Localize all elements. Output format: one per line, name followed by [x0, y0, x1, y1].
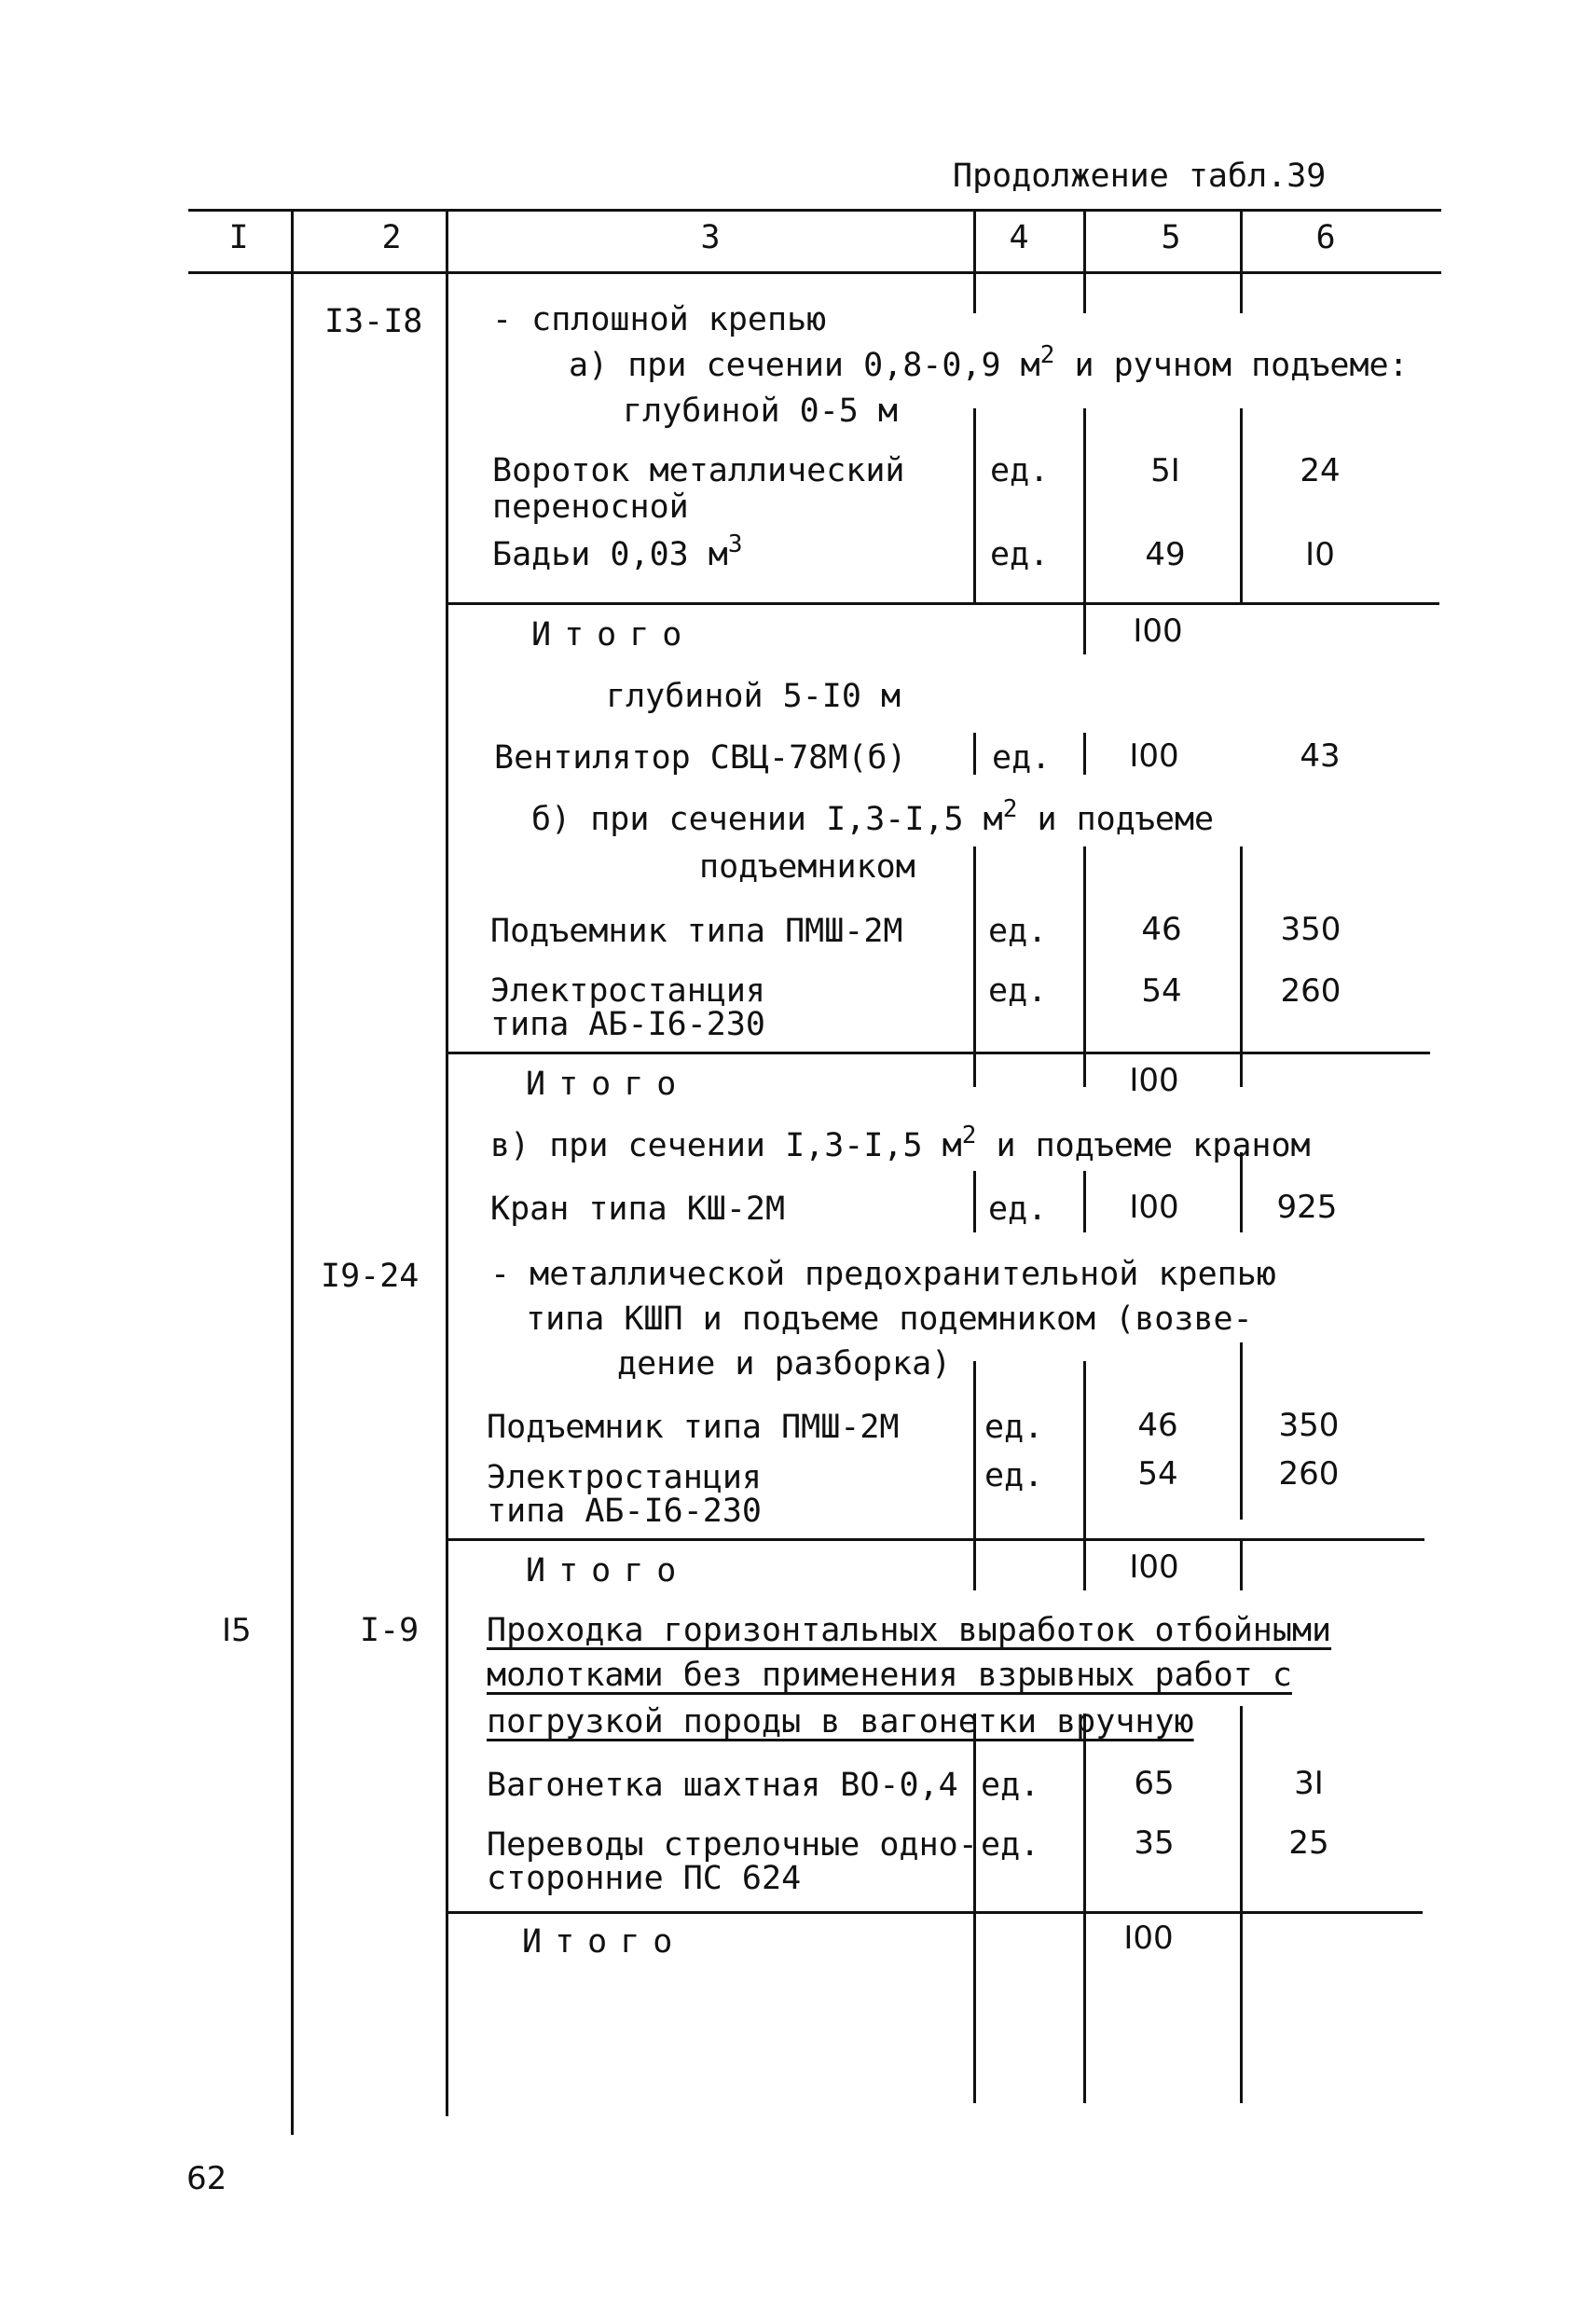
row-title: - металлической предохранительной крепью: [490, 1256, 1276, 1293]
item-quantity: 3I: [1294, 1765, 1324, 1802]
header-col-4: 4: [1009, 219, 1029, 256]
total-label: Итого: [526, 1066, 690, 1103]
col-rule-5: [1083, 602, 1086, 654]
col-rule-4: [973, 1538, 976, 1590]
col-rule-5: [1083, 846, 1086, 1052]
item-quantity: 350: [1278, 1407, 1340, 1444]
header-top-rule: [188, 209, 1441, 212]
col-rule-5: [1083, 1171, 1086, 1232]
col-rule-4: [973, 733, 976, 775]
total-label: Итого: [531, 616, 695, 654]
item-unit: ед.: [990, 452, 1050, 489]
depth-label: глубиной 5-I0 м: [606, 678, 901, 715]
item-name-cont: сторонние ПС 624: [487, 1860, 802, 1897]
header-col-6: 6: [1315, 219, 1336, 256]
col-rule-5: [1083, 1361, 1086, 1538]
col-rule-5: [1083, 1911, 1086, 2103]
item-percent: 49: [1145, 536, 1186, 573]
page-number: 62: [186, 2160, 227, 2197]
total-rule: [446, 602, 1439, 605]
col-rule-4: [973, 1911, 976, 2103]
item-name: Электростанция: [490, 972, 766, 1010]
item-unit: ед.: [990, 536, 1050, 573]
col-rule-6: [1240, 1342, 1243, 1520]
item-quantity: 24: [1300, 452, 1341, 489]
item-unit: ед.: [992, 739, 1052, 777]
item-unit: ед.: [984, 1409, 1044, 1446]
item-quantity: 260: [1280, 972, 1341, 1010]
table-caption: Продолжение табл.39: [953, 158, 1327, 195]
item-percent: 54: [1137, 1455, 1178, 1493]
item-name: Переводы стрелочные одно-: [487, 1826, 978, 1864]
column-rule-2: [446, 209, 448, 2116]
col-rule-5: [1083, 209, 1086, 313]
row-code: I3-I8: [324, 303, 423, 340]
col-rule-5: [1083, 408, 1086, 602]
item-name: Бадьи 0,03 $м^3$: [492, 530, 743, 573]
col-rule-5: [1083, 1052, 1086, 1087]
item-name-cont: типа АБ-I6-230: [490, 1006, 766, 1043]
item-name: Электростанция: [487, 1459, 763, 1496]
total-percent: I00: [1133, 612, 1183, 650]
row-code: I-9: [360, 1612, 420, 1649]
item-name: Подъемник типа ПМШ-2М: [490, 913, 903, 950]
item-percent: 65: [1134, 1765, 1175, 1802]
item-name: Вентилятор СВЦ-78М(б): [494, 739, 907, 777]
col-rule-4: [973, 846, 976, 1052]
col-rule-4: [973, 1171, 976, 1232]
total-percent: I00: [1123, 1920, 1174, 1957]
total-percent: I00: [1129, 1062, 1179, 1099]
item-quantity: 43: [1300, 737, 1341, 775]
section-b-heading: б) при сечении I,3-I,5 $м^2$ и подъеме: [531, 795, 1215, 838]
col-rule-6: [1240, 408, 1243, 602]
item-name: Вороток металлический: [492, 452, 905, 489]
item-quantity: I0: [1305, 536, 1335, 573]
col-rule-4: [973, 1713, 976, 1911]
col-rule-6: [1240, 1538, 1243, 1590]
col-rule-4: [973, 1052, 976, 1087]
item-quantity: 260: [1278, 1455, 1340, 1493]
item-percent: 35: [1134, 1824, 1175, 1862]
item-percent: 54: [1141, 972, 1182, 1010]
header-col-3: 3: [700, 219, 721, 256]
item-name: Подъемник типа ПМШ-2М: [487, 1409, 900, 1446]
item-unit: ед.: [981, 1826, 1040, 1864]
header-col-2: 2: [381, 219, 402, 256]
item-unit: ед.: [988, 972, 1048, 1010]
item-unit: ед.: [984, 1457, 1044, 1494]
total-rule: [446, 1911, 1423, 1914]
item-name: Кран типа КШ-2М: [490, 1190, 786, 1228]
row-title: - сплошной крепью: [492, 301, 827, 338]
total-label: Итого: [522, 1923, 686, 1961]
col-rule-4: [973, 1361, 976, 1538]
row-number: I5: [222, 1612, 252, 1649]
total-label: Итого: [526, 1552, 690, 1590]
item-percent: I00: [1129, 1189, 1179, 1226]
section-c-heading: в) при сечении I,3-I,5 $м^2$ и подъеме краном: [490, 1122, 1311, 1164]
header-col-1: I: [228, 219, 249, 256]
section-a-heading: а) при сечении 0,8-0,9 $м^2$ и ручном подъеме:: [569, 341, 1409, 384]
item-unit: ед.: [988, 1190, 1048, 1228]
col-rule-6: [1240, 846, 1243, 1052]
row-title-cont: дение и разборка): [617, 1345, 952, 1383]
item-name: Вагонетка шахтная ВО-0,4: [487, 1767, 958, 1804]
col-rule-5: [1083, 1713, 1086, 1911]
row-title-cont: молотками без применения взрывных работ с: [487, 1657, 1292, 1694]
item-name-cont: переносной: [492, 489, 689, 526]
total-rule: [446, 1538, 1424, 1541]
item-quantity: 25: [1288, 1824, 1329, 1862]
header-col-5: 5: [1161, 219, 1181, 256]
section-b-heading-cont: подъемником: [699, 848, 915, 886]
item-unit: ед.: [981, 1767, 1040, 1804]
total-percent: I00: [1129, 1548, 1179, 1586]
col-rule-5: [1083, 733, 1086, 775]
item-name-cont: типа АБ-I6-230: [487, 1493, 763, 1530]
item-percent: 46: [1141, 911, 1182, 948]
row-code: I9-24: [321, 1258, 420, 1295]
col-rule-6: [1240, 1911, 1243, 2103]
row-title-cont: погрузкой породы в вагонетки вручную: [487, 1703, 1194, 1741]
item-quantity: 350: [1280, 911, 1341, 948]
header-bottom-rule: [188, 271, 1441, 274]
col-rule-6: [1240, 1052, 1243, 1087]
col-rule-5: [1083, 1538, 1086, 1590]
col-rule-6: [1240, 209, 1243, 313]
item-percent: I00: [1129, 737, 1179, 775]
depth-label: глубиной 0-5 м: [623, 392, 899, 430]
item-percent: 5I: [1150, 452, 1180, 489]
item-quantity: 925: [1276, 1189, 1338, 1226]
item-unit: ед.: [988, 913, 1048, 950]
row-title-cont: типа КШП и подъеме подемником (возве-: [526, 1300, 1253, 1338]
item-percent: 46: [1137, 1407, 1178, 1444]
col-rule-4: [973, 408, 976, 602]
column-rule-1: [291, 209, 294, 2135]
row-title: Проходка горизонтальных выработок отбойными: [487, 1612, 1332, 1649]
total-rule: [446, 1052, 1430, 1054]
col-rule-4: [973, 209, 976, 313]
col-rule-6: [1240, 1706, 1243, 1911]
